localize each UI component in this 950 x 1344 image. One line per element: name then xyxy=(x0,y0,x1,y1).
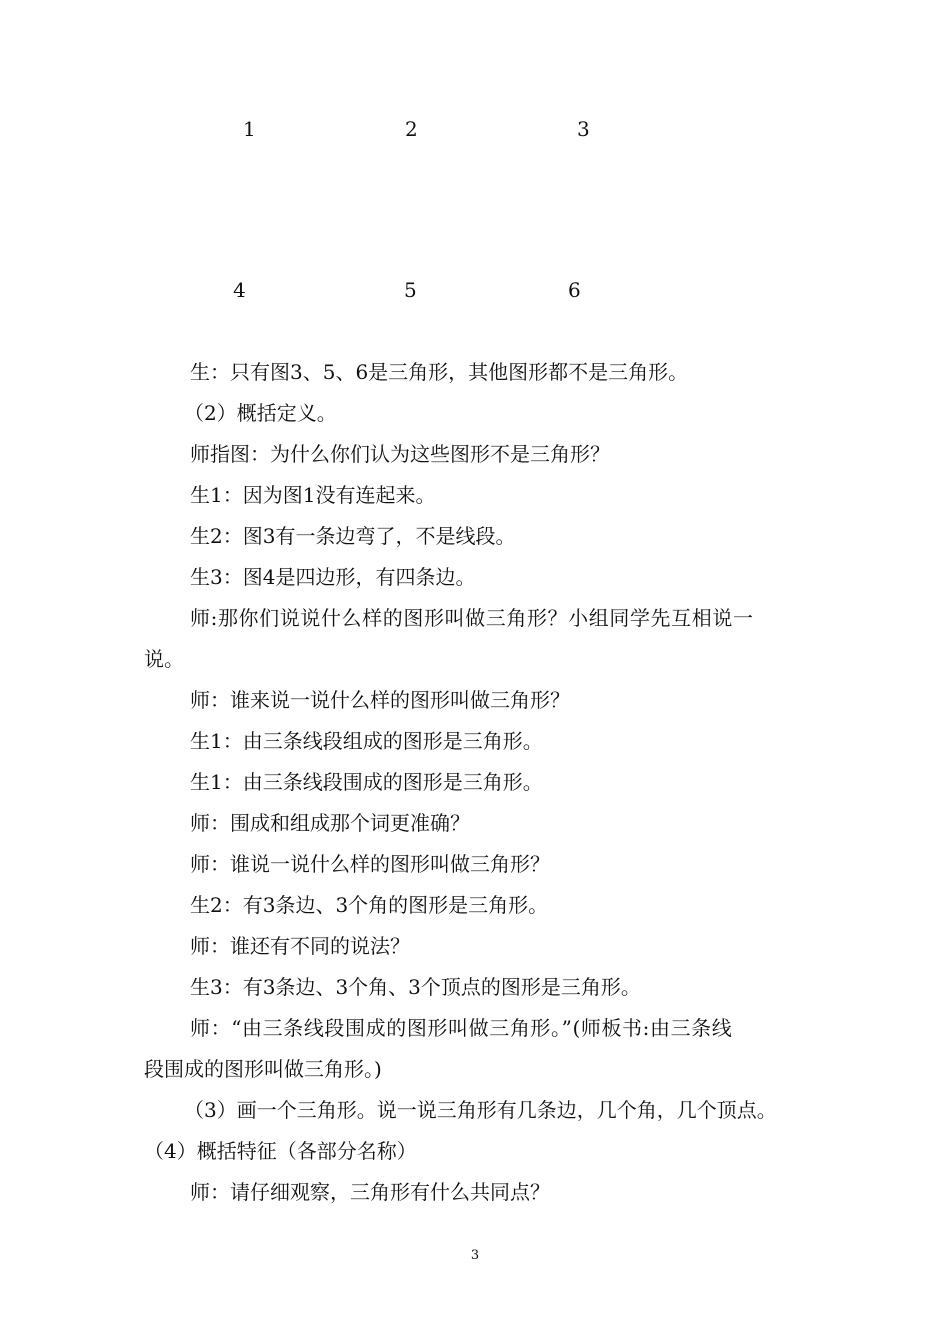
paragraph-line: 师：围成和组成那个词更准确？ xyxy=(190,811,470,835)
paragraph-line: 生3：图4是四边形，有四条边。 xyxy=(190,565,476,589)
paragraph-line: 师:那你们说说什么样的图形叫做三角形？小组同学先互相说一 xyxy=(190,606,754,630)
figure-label-5: 5 xyxy=(404,278,417,302)
paragraph-line: 生1：由三条线段围成的图形是三角形。 xyxy=(190,770,543,794)
figure-label-1: 1 xyxy=(243,117,256,141)
paragraph-line: 生2：有3条边、3个角的图形是三角形。 xyxy=(190,893,549,917)
section-heading: （4）概括特征（各部分名称） xyxy=(144,1139,417,1163)
section-heading: （3）画一个三角形。说一说三角形有几条边，几个角，几个顶点。 xyxy=(184,1098,777,1122)
paragraph-line: 生1：由三条线段组成的图形是三角形。 xyxy=(190,729,543,753)
paragraph-line: 生：只有图3、5、6是三角形，其他图形都不是三角形。 xyxy=(190,360,689,384)
paragraph-line: 师：“由三条线段围成的图形叫做三角形。”(师板书:由三条线 xyxy=(190,1016,733,1040)
section-heading: （2）概括定义。 xyxy=(184,401,337,425)
document-body xyxy=(144,352,814,1213)
paragraph-line: 师：谁还有不同的说法？ xyxy=(190,934,410,958)
paragraph-line: 师：谁来说一说什么样的图形叫做三角形？ xyxy=(190,688,570,712)
paragraph-line: 生1：因为图1没有连起来。 xyxy=(190,483,436,507)
paragraph-line: 说。 xyxy=(144,647,184,671)
page-number: 3 xyxy=(470,1248,480,1263)
paragraph-line: 师指图：为什么你们认为这些图形不是三角形？ xyxy=(190,442,610,466)
paragraph-line: 生3：有3条边、3个角、3个顶点的图形是三角形。 xyxy=(190,975,641,999)
paragraph-line: 师：谁说一说什么样的图形叫做三角形？ xyxy=(190,852,550,876)
paragraph-line: 段围成的图形叫做三角形。) xyxy=(144,1057,382,1081)
figure-label-4: 4 xyxy=(233,278,246,302)
paragraph-line: 师：请仔细观察，三角形有什么共同点？ xyxy=(190,1180,550,1204)
figure-label-6: 6 xyxy=(568,278,581,302)
paragraph-line: 生2：图3有一条边弯了，不是线段。 xyxy=(190,524,516,548)
figure-label-3: 3 xyxy=(577,117,590,141)
figure-label-2: 2 xyxy=(405,117,418,141)
